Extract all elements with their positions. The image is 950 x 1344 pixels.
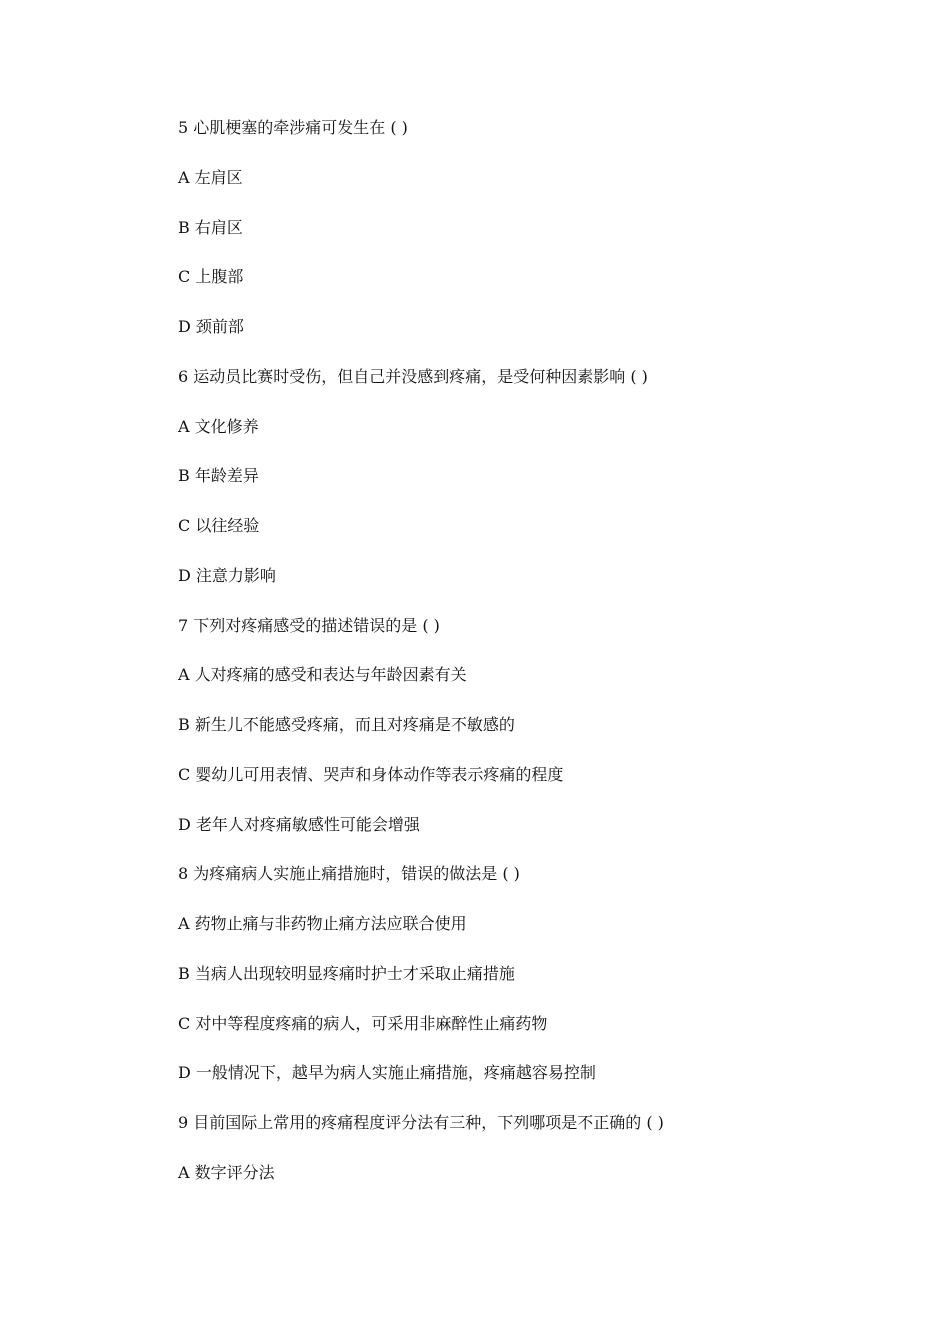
question-7-option-d: D 老年人对疼痛敏感性可能会增强 <box>178 815 420 834</box>
question-8-option-a: A 药物止痛与非药物止痛方法应联合使用 <box>178 914 467 933</box>
question-6-option-c: C 以往经验 <box>178 516 260 535</box>
question-8-stem: 8 为疼痛病人实施止痛措施时，错误的做法是 ( ) <box>178 864 520 883</box>
question-6-option-a: A 文化修养 <box>178 417 259 436</box>
question-6-option-d: D 注意力影响 <box>178 566 276 585</box>
question-7-option-b: B 新生儿不能感受疼痛，而且对疼痛是不敏感的 <box>178 715 515 734</box>
question-8-option-c: C 对中等程度疼痛的病人，可采用非麻醉性止痛药物 <box>178 1014 548 1033</box>
question-8-option-b: B 当病人出现较明显疼痛时护士才采取止痛措施 <box>178 964 515 983</box>
question-9-option-a: A 数字评分法 <box>178 1163 275 1182</box>
question-5-stem: 5 心肌梗塞的牵涉痛可发生在 ( ) <box>178 118 408 137</box>
question-7-option-c: C 婴幼儿可用表情、哭声和身体动作等表示疼痛的程度 <box>178 765 564 784</box>
question-9-stem: 9 目前国际上常用的疼痛程度评分法有三种，下列哪项是不正确的 ( ) <box>178 1113 664 1132</box>
question-7-stem: 7 下列对疼痛感受的描述错误的是 ( ) <box>178 616 440 635</box>
question-5-option-a: A 左肩区 <box>178 168 243 187</box>
question-6-option-b: B 年龄差异 <box>178 466 259 485</box>
question-6-stem: 6 运动员比赛时受伤，但自己并没感到疼痛，是受何种因素影响 ( ) <box>178 367 648 386</box>
question-5-option-c: C 上腹部 <box>178 267 244 286</box>
question-8-option-d: D 一般情况下，越早为病人实施止痛措施，疼痛越容易控制 <box>178 1063 596 1082</box>
question-5-option-b: B 右肩区 <box>178 218 243 237</box>
question-5-option-d: D 颈前部 <box>178 317 244 336</box>
question-7-option-a: A 人对疼痛的感受和表达与年龄因素有关 <box>178 665 467 684</box>
